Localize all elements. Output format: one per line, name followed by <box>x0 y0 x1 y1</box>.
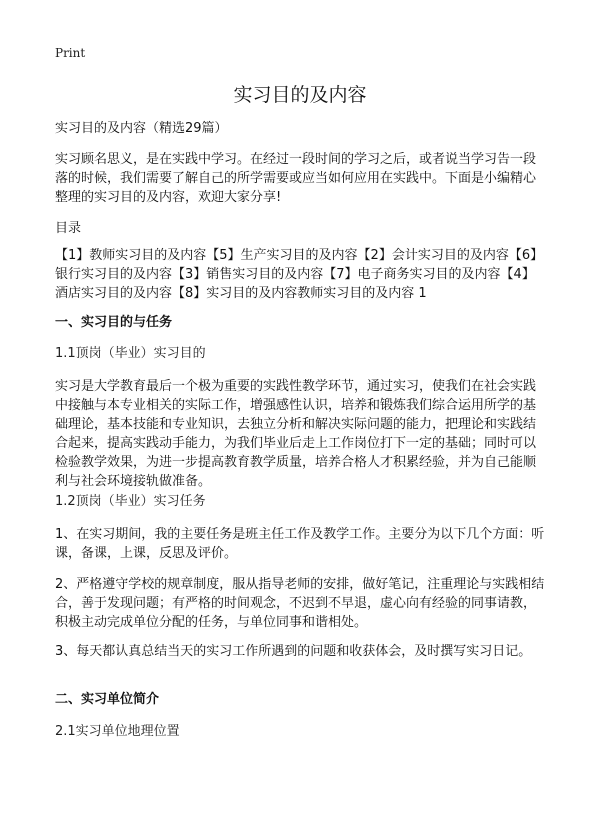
section2-sub1-title: 2.1实习单位地理位置 <box>55 724 180 739</box>
page-title: 实习目的及内容 <box>233 84 367 106</box>
intro-paragraph: 实习顾名思义，是在实践中学习。在经过一段时间的学习之后，或者说当学习告一段落的时候，我们需要了解自己的所学需要或应当如何应用在实践中。下面是小编精心整理的实习目的及内容，欢迎大家分享! <box>55 152 537 205</box>
toc-list: 【1】教师实习目的及内容【5】生产实习目的及内容【2】会计实习目的及内容【6】银行实习目的及内容【3】销售实习目的及内容【7】电子商务实习目的及内容【4】酒店实习目的及内容【8】实习目的及内容教师实习目的及内容 1 <box>55 248 544 301</box>
task-item-3: 3、每天都认真总结当天的实习工作所遇到的问题和收获体会，及时撰写实习日记。 <box>55 644 532 659</box>
task-item-2: 2、严格遵守学校的规章制度，服从指导老师的安排，做好笔记，注重理论与实践相结合，善于发现问题；有严格的时间观念，不迟到不早退，虚心向有经验的同事请教，积极主动完成单位分配的任务，与单位同事和谐相处。 <box>55 577 545 630</box>
section1-sub2-title: 1.2顶岗（毕业）实习任务 <box>55 494 206 509</box>
section2-heading: 二、实习单位简介 <box>55 692 160 707</box>
section1-sub1-title: 1.1顶岗（毕业）实习目的 <box>55 346 206 361</box>
toc-label: 目录 <box>55 221 82 236</box>
print-link[interactable]: Print <box>55 46 86 60</box>
subtitle: 实习目的及内容（精选29篇） <box>55 121 228 136</box>
section1-sub1-body: 实习是大学教育最后一个极为重要的实践性教学环节，通过实习，使我们在社会实践中接触与本专业相关的实际工作，增强感性认识，培养和锻炼我们综合运用所学的基础理论，基本技能和专业知识，去独立分析和解决实际问题的能力，把理论和实践结合起来，提高实践动手能力，为我们毕业后走上工作岗位打下一定的基础；同时可以检验教学效果，为进一步提高教育教学质量，培养合格人才积累经验，并为自己能顺利与社会环境接轨做准备。 <box>55 379 537 489</box>
task-item-1: 1、在实习期间，我的主要任务是班主任工作及教学工作。主要分为以下几个方面：听课，备课，上课，反思及评价。 <box>55 527 545 561</box>
section1-heading: 一、实习目的与任务 <box>55 315 173 330</box>
